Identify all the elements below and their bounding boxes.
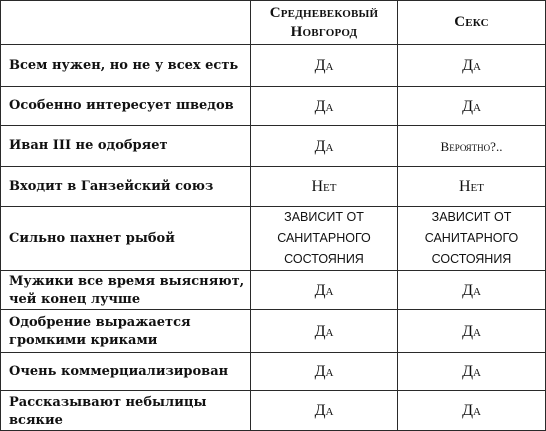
answer-cell-novgorod: Да <box>251 126 398 167</box>
table-row <box>1 353 546 391</box>
answer-cell-sex: ЗАВИСИТ ОТ САНИТАРНОГО СОСТОЯНИЯ <box>398 207 546 271</box>
table-row <box>1 207 546 271</box>
question-cell: Одобрение выражается громкими криками <box>1 310 251 353</box>
answer-cell-sex: Да <box>398 87 546 126</box>
answer-cell-novgorod: Да <box>251 353 398 391</box>
answer-cell-sex: Вероятно?.. <box>398 126 546 167</box>
answer-cell-sex: Да <box>398 353 546 391</box>
answer-cell-novgorod: ЗАВИСИТ ОТ САНИТАРНОГО СОСТОЯНИЯ <box>251 207 398 271</box>
table-row <box>1 87 546 126</box>
header-sex-label: Секс <box>454 14 489 30</box>
header-row <box>1 1 546 45</box>
header-sex <box>398 1 546 45</box>
question-cell: Входит в Ганзейский союз <box>1 167 251 207</box>
header-medieval-novgorod <box>251 1 398 45</box>
question-cell: Мужики все время выясняют, чей конец лучше <box>1 271 251 310</box>
question-cell: Очень коммерциализирован <box>1 353 251 391</box>
answer-cell-novgorod: Да <box>251 87 398 126</box>
table-row <box>1 167 546 207</box>
answer-cell-novgorod: Нет <box>251 167 398 207</box>
table-row <box>1 271 546 310</box>
question-cell: Сильно пахнет рыбой <box>1 207 251 271</box>
answer-cell-sex: Да <box>398 310 546 353</box>
answer-cell-sex: Да <box>398 45 546 87</box>
answer-cell-sex: Нет <box>398 167 546 207</box>
answer-cell-novgorod: Да <box>251 45 398 87</box>
table-row <box>1 391 546 431</box>
header-medieval-novgorod-label: Средневековый Новгород <box>269 4 379 40</box>
question-cell: Рассказывают небылицы всякие <box>1 391 251 431</box>
question-cell: Иван III не одобряет <box>1 126 251 167</box>
header-empty-cell <box>1 1 251 45</box>
question-cell: Особенно интересует шведов <box>1 87 251 126</box>
question-cell: Всем нужен, но не у всех есть <box>1 45 251 87</box>
answer-cell-novgorod: Да <box>251 271 398 310</box>
answer-cell-novgorod: Да <box>251 391 398 431</box>
table-row <box>1 126 546 167</box>
table-row <box>1 310 546 353</box>
answer-cell-novgorod: Да <box>251 310 398 353</box>
answer-cell-sex: Да <box>398 391 546 431</box>
answer-cell-sex: Да <box>398 271 546 310</box>
table-row <box>1 45 546 87</box>
